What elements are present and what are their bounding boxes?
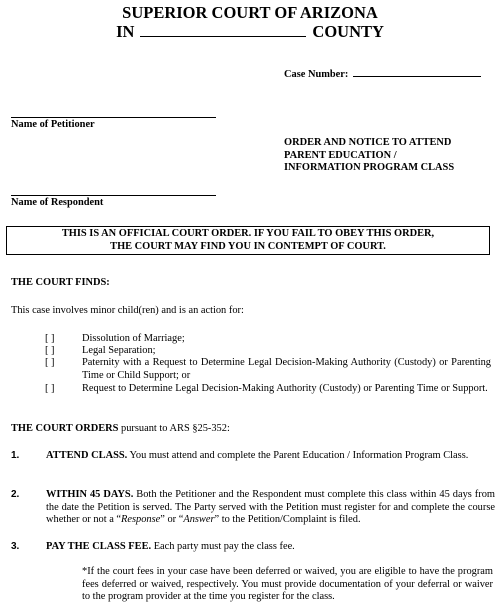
order-title-line-2: PARENT EDUCATION / [284,149,397,161]
checkbox-dissolution[interactable]: [ ] [45,333,55,344]
order-item-number: 2. [11,489,20,500]
county-suffix: COUNTY [312,22,384,41]
order-item-italic-answer: Answer [183,514,215,526]
county-blank-field[interactable] [140,22,306,37]
respondent-signature-line[interactable] [11,195,216,196]
order-title-line-1: ORDER AND NOTICE TO ATTEND [284,137,452,148]
order-item-title: ATTEND CLASS. [46,450,128,461]
case-number-row [284,66,481,82]
order-item-text: You must attend and complete the Parent Education / Information Program Class. [127,450,469,461]
option-label: Request to Determine Legal Decision-Making Authority (Custody) or Parenting Time or Support. [82,383,488,394]
respondent-label: Name of Respondent [11,197,104,208]
order-item-body [46,541,495,554]
warning-line-2: THE COURT MAY FIND YOU IN CONTEMPT OF COURT. [110,240,386,252]
order-title [284,137,494,175]
county-prefix: IN [116,22,135,41]
order-item-italic-response: Response [121,514,161,526]
court-orders-heading [11,423,230,436]
order-item-title: WITHIN 45 DAYS. [46,489,134,500]
order-item-text-c: ” to the Petition/Complaint is filed. [214,514,361,526]
order-item-title: PAY THE CLASS FEE. [46,541,152,552]
court-finds-heading: THE COURT FINDS: [11,277,110,288]
county-line [0,22,500,41]
order-item-body [46,450,495,463]
option-label: Dissolution of Marriage; [82,333,185,344]
court-finds-intro: This case involves minor child(ren) and is an action for: [11,305,244,316]
order-item-body [46,489,495,527]
order-item-number: 3. [11,541,20,552]
fee-waiver-note: *If the court fees in your case have been deferred or waived, you are eligible to have the program fees deferred or waived, respectively. You must provide documentation of your deferral or waiver to the program provider at the time you register for the class. [82,566,493,603]
court-orders-heading-rest: pursuant to ARS §25-352: [118,423,230,434]
checkbox-decision-making[interactable]: [ ] [45,383,55,394]
case-number-blank-field[interactable] [353,66,481,77]
checkbox-paternity[interactable]: [ ] [45,357,55,368]
case-number-label: Case Number: [284,69,349,80]
option-label: Paternity with a Request to Determine Legal Decision-Making Authority (Custody) or Parenting Time or Child Support; or [82,357,491,381]
order-item-text-a: Both the Petitioner and the Respondent must complete this class within 45 days from the date the Petition is served. The Party served with the Petition must register for and complete the course whether or not a “ [46,489,495,526]
court-orders-heading-bold: THE COURT ORDERS [11,423,119,434]
court-name: SUPERIOR COURT OF ARIZONA [122,3,378,22]
petitioner-signature-line[interactable] [11,117,216,118]
order-title-line-3: INFORMATION PROGRAM CLASS [284,162,455,174]
warning-line-1: THIS IS AN OFFICIAL COURT ORDER. IF YOU FAIL TO OBEY THIS ORDER, [61,228,435,239]
order-item-text: Each party must pay the class fee. [151,541,295,552]
contempt-warning-box [6,226,490,255]
option-label: Legal Separation; [82,345,156,356]
order-item-text-b: ” or “ [160,514,184,526]
order-item-number: 1. [11,450,20,461]
checkbox-legal-separation[interactable]: [ ] [45,345,55,356]
petitioner-label: Name of Petitioner [11,119,95,130]
